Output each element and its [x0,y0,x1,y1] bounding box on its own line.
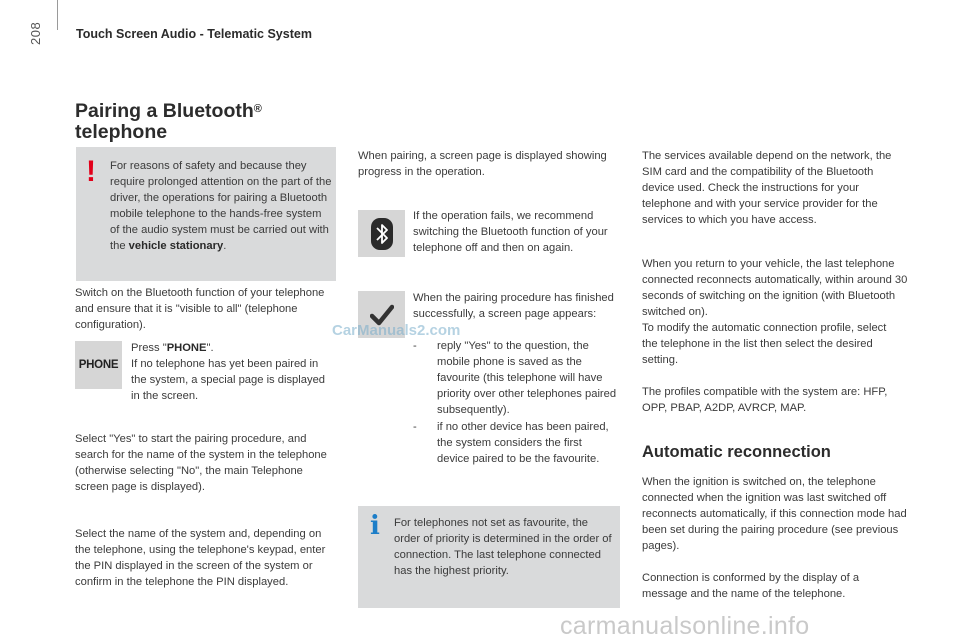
registered-mark: ® [253,103,262,115]
bullet-text-1: reply "Yes" to the question, the mobile phone is saved as the favourite (this telephone will have priority over other telephones paired subsequently). [437,340,617,417]
warning-icon: ! [86,155,96,188]
press-bold: PHONE [166,342,207,354]
section-heading: Automatic reconnection [642,443,831,461]
modify-text: To modify the automatic connection profile, select the telephone in the list then select the desired setting. [642,322,887,367]
press-prefix: Press " [131,342,167,354]
margin-rule [57,0,58,30]
warning-text-end: . [223,240,227,253]
bluetooth-icon [371,218,393,250]
confirmed-text: Connection is conformed by the display of a message and the name of the telephone. [642,572,860,601]
warning-text [110,158,332,255]
info-text: For telephones not set as favourite, the order of priority is determined in the order of connection. The last telephone connected has the highest priority. [394,517,612,578]
footer-watermark: carmanualsonline.info [560,612,810,640]
warning-text-bold: vehicle stationary [128,240,224,253]
services-text: The services available depend on the network, the SIM card and the compatibility of the Bluetooth device used. Check the instructions for your telephone and with your service provider for the services to which you have access. [642,150,892,227]
profiles-text: The profiles compatible with the system are: HFP, OPP, PBAP, A2DP, AVRCP, MAP. [642,386,888,415]
section-header: Touch Screen Audio - Telematic System [76,27,312,41]
page-title [75,101,262,143]
info-icon: i [370,511,380,541]
select-name-text: Select the name of the system and, depending on the telephone, using the telephone's keypad, enter the PIN displayed in the screen of the system or confirm in the telephone the PIN displayed. [75,528,326,589]
bluetooth-icon-box [358,210,405,257]
select-yes-text: Select "Yes" to start the pairing procedure, and search for the name of the system in the telephone (otherwise selecting "No", the main Telephone screen page is displayed). [75,433,327,494]
page-number: 208 [28,21,43,45]
ignition-text: When the ignition is switched on, the telephone connected when the ignition was last switched off reconnects automatically, if this connection mode had been set during the pairing procedure (see previous pages). [642,476,907,553]
pairing-progress-text: When pairing, a screen page is displayed showing progress in the operation. [358,150,607,179]
carmanuals-watermark: CarManuals2.com [332,322,461,339]
title-line1: Pairing a Bluetooth [75,100,254,122]
title-line2: telephone [75,121,168,143]
phone-button-icon [75,341,122,389]
press-rest: If no telephone has yet been paired in the system, a special page is displayed in the screen. [131,358,326,403]
bullet-marker-1: - [413,340,417,352]
return-text: When you return to your vehicle, the last telephone connected reconnects automatically, within around 30 seconds of switching on the ignition (with Bluetooth switched on). [642,258,908,319]
bullet-text-2: if no other device has been paired, the system considers the first device paired to be the favourite. [437,421,609,466]
success-intro-text: When the pairing procedure has finished successfully, a screen page appears: [413,292,614,321]
fail-text: If the operation fails, we recommend switching the Bluetooth function of your telephone off and then on again. [413,210,608,255]
bullet-marker-2: - [413,421,417,433]
press-suffix: ". [206,342,214,354]
switch-on-text: Switch on the Bluetooth function of your telephone and ensure that it is "visible to all" (telephone configuration). [75,287,325,332]
phone-button-label: PHONE [78,359,119,371]
warning-text-body: For reasons of safety and because they require prolonged attention on the part of the driver, the operations for pairing a Bluetooth mobile telephone to the hands-free system of the audio system must be carried out with the [110,160,332,253]
press-phone-text [131,340,331,404]
